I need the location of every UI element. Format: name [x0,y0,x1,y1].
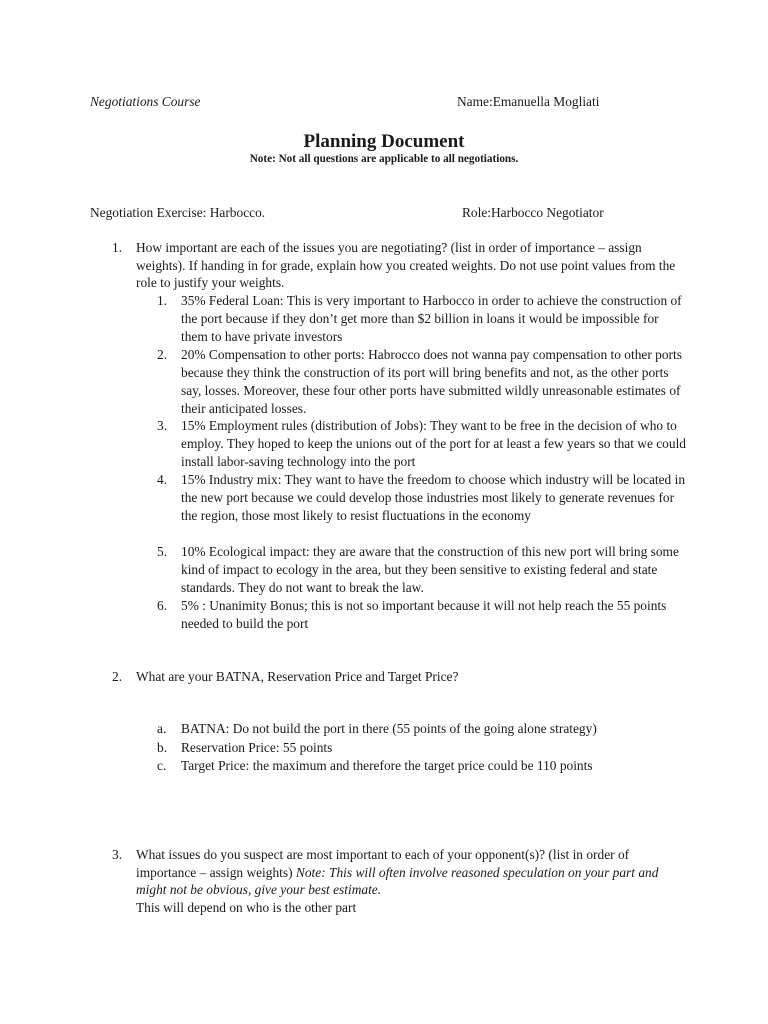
item-number: 6. [157,598,168,613]
item-text: 35% Federal Loan: This is very important to Harbocco in order to achieve the construction of the port because if they don’t get more than $2 billion in loans it would be impossible for them to have private investors [181,293,682,344]
question-text: How important are each of the issues you are negotiating? (list in order of importance – assign weights). If handing in for grade, explain how you created weights. Do not use point values from the role to justify your weights. [136,240,676,291]
item-text: Target Price: the maximum and therefore the target price could be 110 points [181,758,593,773]
question-number: 1. [112,240,123,255]
student-name: Name:Emanuella Mogliati [457,94,600,109]
question-prompt: What issues do you suspect are most important to each of your opponent(s)? (list in order of importance – assign weights) [136,847,630,880]
list-item [157,292,687,346]
exercise-label: Negotiation Exercise: Harbocco. [90,205,266,220]
question-text: What are your BATNA, Reservation Price and Target Price? [136,669,459,684]
question-note: Note: This will often involve reasoned speculation on your part and might not be obvious, give your best estimate. [136,864,659,898]
list-item [157,471,687,525]
item-text: 15% Industry mix: They want to have the freedom to choose which industry will be located in the new port because we could develop those industries most likely to generate revenues for the region, those most likely to resist fluctuations in the economy [181,472,686,523]
item-number: 1. [157,293,168,308]
item-text: Reservation Price: 55 points [181,740,333,755]
list-item [157,597,687,633]
question-number: 3. [112,847,123,862]
question-1 [112,239,682,292]
list-item [157,346,687,418]
item-letter: a. [157,721,167,736]
item-letter: b. [157,740,168,755]
question-text [136,846,682,916]
list-item [157,757,677,776]
item-number: 5. [157,544,168,559]
list-item [157,739,677,758]
item-number: 3. [157,418,168,433]
item-text: 5% : Unanimity Bonus; this is not so important because it will not help reach the 55 points needed to build the port [181,598,667,631]
question-2 [112,668,682,686]
page-title: Planning Document [303,131,465,152]
item-number: 2. [157,347,168,362]
list-item [157,720,677,739]
course-label: Negotiations Course [90,94,201,109]
item-text: 15% Employment rules (distribution of Jobs): They want to be free in the decision of who to employ. They hoped to keep the unions out of the port for at least a few years so that we could install labor-saving technology into the port [181,418,686,469]
question-number: 2. [112,669,123,684]
item-number: 4. [157,472,168,487]
item-letter: c. [157,758,167,773]
list-item [157,417,687,471]
question-3 [112,846,682,916]
applicability-note: Note: Not all questions are applicable to all negotiations. [249,153,519,165]
role-label: Role:Harbocco Negotiator [462,205,604,220]
item-text: 20% Compensation to other ports: Habrocco does not wanna pay compensation to other ports because they think the construction of its port will bring benefits and not, as the other ports say, losses. Moreover, these four other ports have submitted wildly unreasonable estimates of their anticipated losses. [181,347,682,416]
item-text: 10% Ecological impact: they are aware that the construction of this new port will bring some kind of impact to ecology in the area, but they been sensitive to existing federal and state standards. They do not want to break the law. [181,544,679,595]
item-text: BATNA: Do not build the port in there (55 points of the going alone strategy) [181,721,597,736]
list-item [157,543,687,597]
question-answer: This will depend on who is the other part [136,899,357,915]
